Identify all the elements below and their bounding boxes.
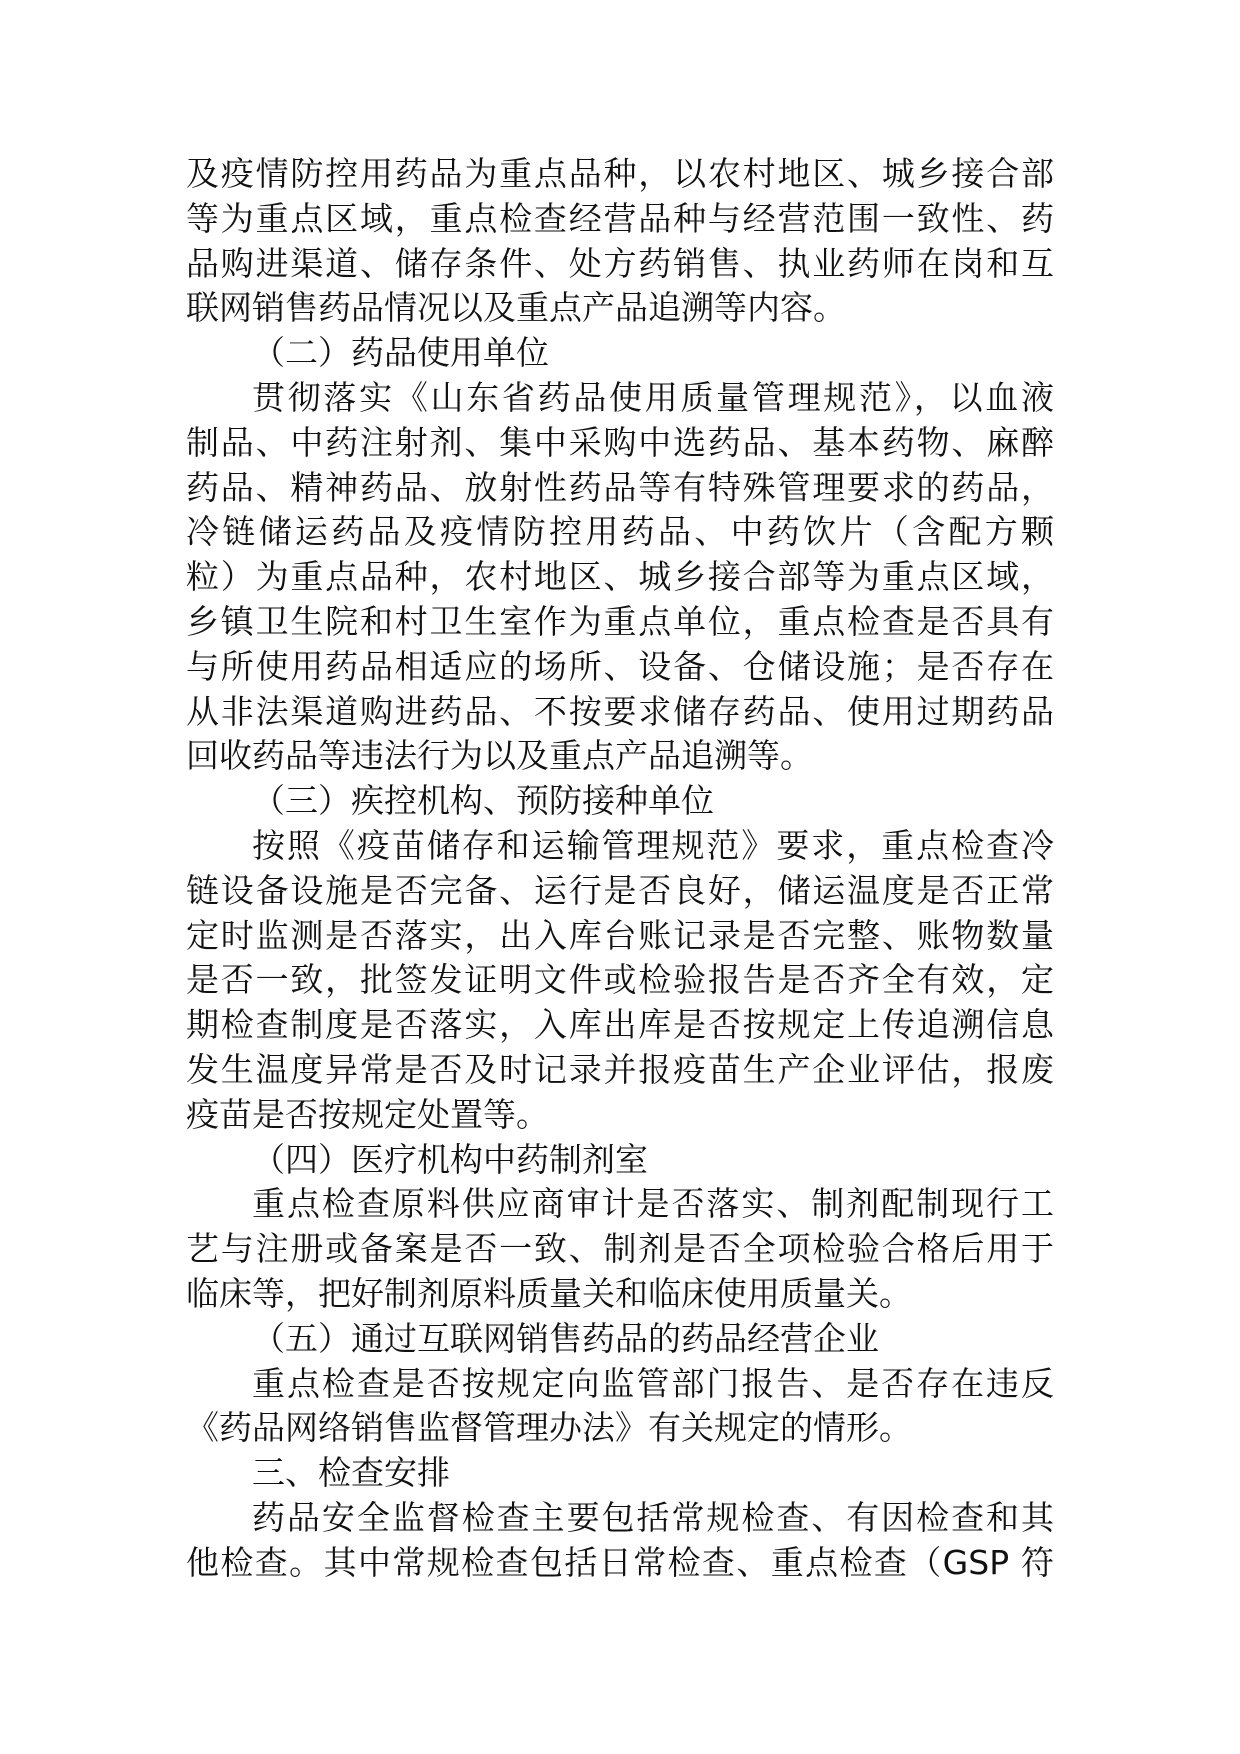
section-heading-4 (186, 1138, 1054, 1183)
heading-line: （三）疾控机构、预防接种单位 (252, 781, 714, 821)
paragraph-online-sales (186, 1362, 1054, 1452)
document-body (186, 152, 1054, 1586)
text-line: 期检查制度是否落实，入库出库是否按规定上传追溯信息 (186, 1005, 1054, 1045)
section-heading-2 (186, 331, 1054, 376)
text-line: 发生温度异常是否及时记录并报疫苗生产企业评估，报废 (186, 1049, 1054, 1089)
text-line: 回收药品等违法行为以及重点产品追溯等。 (186, 736, 813, 776)
text-line: 艺与注册或备案是否一致、制剂是否全项检验合格后用于 (186, 1229, 1054, 1269)
text-line: 他检查。其中常规检查包括日常检查、重点检查（GSP 符 (186, 1542, 1054, 1582)
heading-line: （四）医疗机构中药制剂室 (252, 1139, 648, 1179)
text-line: 重点检查原料供应商审计是否落实、制剂配制现行工 (252, 1184, 1054, 1224)
text-line: 疫苗是否按规定处置等。 (186, 1094, 549, 1134)
section-heading-three (186, 1451, 1054, 1496)
text-line: 药品安全监督检查主要包括常规检查、有因检查和其 (252, 1497, 1054, 1537)
text-line: 按照《疫苗储存和运输管理规范》要求，重点检查冷 (252, 825, 1054, 865)
heading-line: （二）药品使用单位 (252, 333, 549, 373)
text-line: 《药品网络销售监督管理办法》有关规定的情形。 (186, 1408, 912, 1448)
paragraph-usage-units (186, 376, 1054, 779)
paragraph-vaccine-units (186, 824, 1054, 1138)
text-line: 从非法渠道购进药品、不按要求储存药品、使用过期药品 (186, 691, 1054, 731)
text-line: 冷链储运药品及疫情防控用药品、中药饮片（含配方颗 (186, 512, 1054, 552)
text-line: 链设备设施是否完备、运行是否良好，储运温度是否正常 (186, 870, 1054, 910)
paragraph-sales-check (186, 152, 1054, 331)
text-line: 贯彻落实《山东省药品使用质量管理规范》，以血液 (252, 377, 1054, 417)
text-line: 品购进渠道、储存条件、处方药销售、执业药师在岗和互 (186, 243, 1054, 283)
heading-line: 三、检查安排 (252, 1453, 450, 1493)
text-line: 制品、中药注射剂、集中采购中选药品、基本药物、麻醉 (186, 422, 1054, 462)
text-line: 是否一致，批签发证明文件或检验报告是否齐全有效，定 (186, 960, 1054, 1000)
text-line: 及疫情防控用药品为重点品种，以农村地区、城乡接合部 (186, 154, 1054, 193)
text-line: 粒）为重点品种，农村地区、城乡接合部等为重点区域， (186, 557, 1054, 597)
text-line: 乡镇卫生院和村卫生室作为重点单位，重点检查是否具有 (186, 601, 1054, 641)
text-line: 与所使用药品相适应的场所、设备、仓储设施；是否存在 (186, 646, 1054, 686)
section-heading-5 (186, 1317, 1054, 1362)
section-heading-3 (186, 779, 1054, 824)
text-line: 定时监测是否落实，出入库台账记录是否完整、账物数量 (186, 915, 1054, 955)
heading-line: （五）通过互联网销售药品的药品经营企业 (252, 1318, 879, 1358)
text-line: 等为重点区域，重点检查经营品种与经营范围一致性、药 (186, 198, 1054, 238)
paragraph-tcm-preparation (186, 1182, 1054, 1316)
text-line: 临床等，把好制剂原料质量关和临床使用质量关。 (186, 1273, 912, 1313)
paragraph-inspection-plan (186, 1496, 1054, 1586)
text-line: 联网销售药品情况以及重点产品追溯等内容。 (186, 288, 846, 328)
text-line: 药品、精神药品、放射性药品等有特殊管理要求的药品， (186, 467, 1054, 507)
text-line: 重点检查是否按规定向监管部门报告、是否存在违反 (252, 1363, 1054, 1403)
